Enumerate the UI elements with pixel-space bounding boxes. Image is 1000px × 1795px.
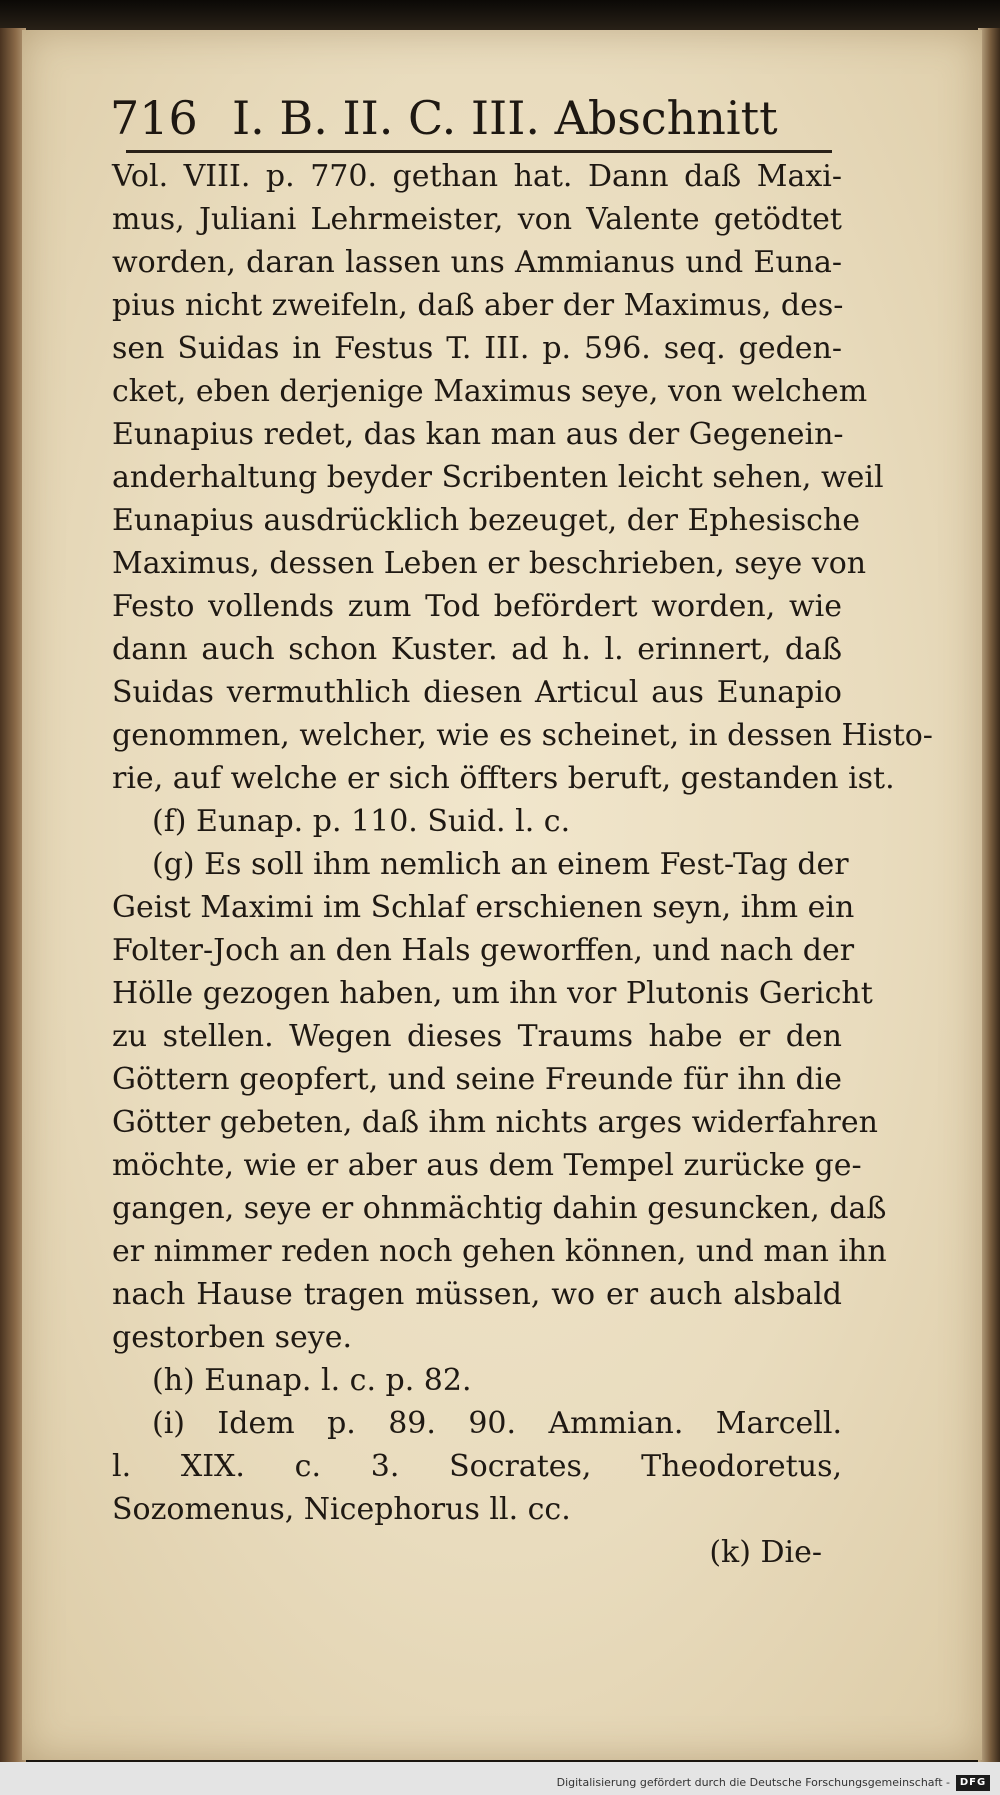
heading-rule [126,150,832,153]
footnote-g-line: Götter gebeten, daß ihm nichts arges widerfahren [112,1105,878,1140]
footnote-i-line: Sozomenus, Nicephorus ll. cc. [112,1492,571,1527]
footnote-g-line: zu stellen. Wegen dieses Traums habe er den [112,1019,842,1054]
footnote-g-line: Geist Maximi im Schlaf erschienen seyn, ihm ein [112,890,855,925]
funding-credit: Digitalisierung gefördert durch die Deutsche Forschungsgemeinschaft - [556,1776,950,1789]
footnote-f: (f) Eunap. p. 110. Suid. l. c. [152,804,571,839]
footnote-g-line: (g) Es soll ihm nemlich an einem Fest-Tag der [152,847,849,882]
footnote-i-line: l. XIX. c. 3. Socrates, Theodoretus, [112,1449,842,1484]
text-line: sen Suidas in Festus T. III. p. 596. seq. geden- [112,331,842,366]
section-heading: I. B. II. C. III. Abschnitt [232,91,778,145]
dfg-logo: DFG [956,1775,990,1791]
catchword: (k) Die- [709,1535,822,1570]
text-line: mus, Juliani Lehrmeister, von Valente getödtet [112,202,842,237]
scan-top-border [0,0,1000,32]
text-line: Suidas vermuthlich diesen Articul aus Eunapio [112,675,842,710]
text-line: anderhaltung beyder Scribenten leicht sehen, weil [112,460,884,495]
page-text [112,155,933,1574]
text-line: cket, eben derjenige Maximus seye, von welchem [112,374,868,409]
footnote-g-line: Göttern geopfert, und seine Freunde für ihn die [112,1062,842,1097]
text-line: dann auch schon Kuster. ad h. l. erinnert, daß [112,632,842,667]
text-line: Eunapius ausdrücklich bezeuget, der Ephesische [112,503,860,538]
footnote-g-line: er nimmer reden noch gehen können, und man ihn [112,1234,887,1269]
text-line: Eunapius redet, das kan man aus der Gegenein- [112,417,844,452]
footnote-g-line: gestorben seye. [112,1320,353,1355]
text-line: worden, daran lassen uns Ammianus und Euna- [112,245,842,280]
footnote-g-line: nach Hause tragen müssen, wo er auch alsbald [112,1277,842,1312]
footnote-i-line: (i) Idem p. 89. 90. Ammian. Marcell. [152,1406,842,1441]
footnote-h: (h) Eunap. l. c. p. 82. [152,1363,472,1398]
page-number: 716 [110,91,198,145]
footnote-g-line: Hölle gezogen haben, um ihn vor Plutonis Gericht [112,976,873,1011]
text-line: genommen, welcher, wie es scheinet, in dessen Histo- [112,718,933,753]
text-line: pius nicht zweifeln, daß aber der Maximus, des- [112,288,844,323]
text-line: rie, auf welche er sich öffters beruft, gestanden ist. [112,761,895,796]
digitization-footer [0,1762,1000,1795]
text-line: Festo vollends zum Tod befördert worden, wie [112,589,842,624]
text-line: Maximus, dessen Leben er beschrieben, seye von [112,546,867,581]
footnote-g-line: gangen, seye er ohnmächtig dahin gesuncken, daß [112,1191,887,1226]
footnote-g-line: möchte, wie er aber aus dem Tempel zurücke ge- [112,1148,862,1183]
running-head [110,88,810,148]
text-line: Vol. VIII. p. 770. gethan hat. Dann daß Maxi- [112,159,842,194]
footnote-g-line: Folter-Joch an den Hals geworffen, und nach der [112,933,855,968]
